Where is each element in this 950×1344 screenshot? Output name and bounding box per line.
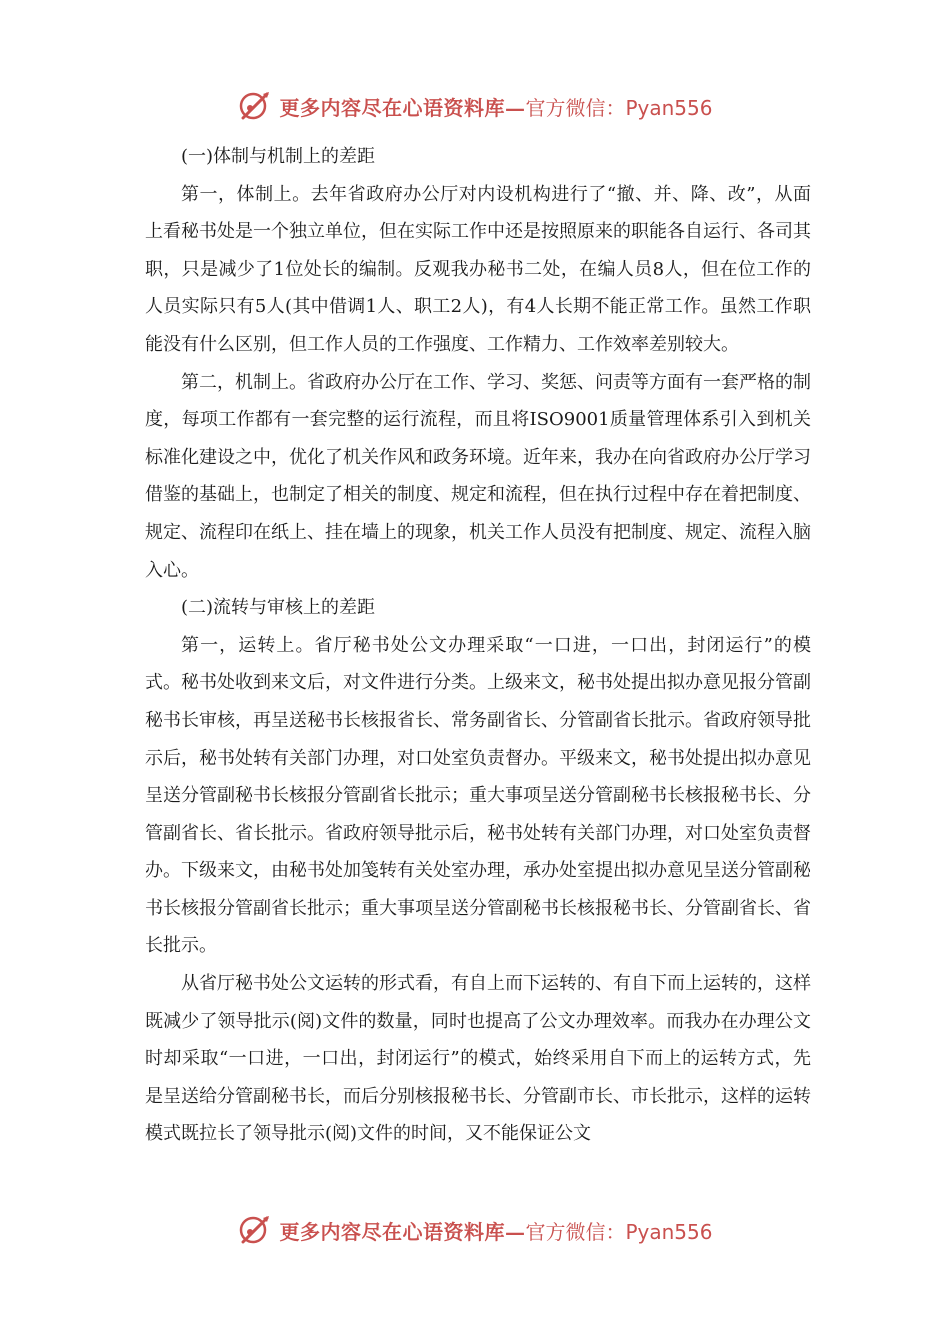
pen-logo-icon bbox=[237, 88, 273, 124]
paragraph: 第一，体制上。去年省政府办公厅对内设机构进行了“撤、并、降、改”，从面上看秘书处是一个独立单位，但在实际工作中还是按照原来的职能各自运行、各司其职，只是减少了1位处长的编制。反观我办秘书二处，在编人员8人，但在位工作的人员实际只有5人(其中借调1人、职工2人)，有4人长期不能正常工作。虽然工作职能没有什么区别，但工作人员的工作强度、工作精力、工作效率差别较大。 bbox=[145, 183, 811, 355]
section-heading-1: (一)体制与机制上的差距 bbox=[181, 146, 376, 167]
paragraph: 从省厅秘书处公文运转的形式看，有自上而下运转的、有自下而上运转的，这样既减少了领导批示(阅)文件的数量，同时也提高了公文办理效率。而我办在办理公文时却采取“一口进，一口出，封闭运行”的模式，始终采用自下而上的运转方式，先是呈送给分管副秘书长，而后分别核报秘书长、分管副市长、市长批示，这样的运转模式既拉长了领导批示(阅)文件的时间，又不能保证公文 bbox=[145, 973, 811, 1145]
paragraph: 第二，机制上。省政府办公厅在工作、学习、奖惩、问责等方面有一套严格的制度，每项工作都有一套完整的运行流程，而且将ISO9001质量管理体系引入到机关标准化建设之中，优化了机关作风和政务环境。近年来，我办在向省政府办公厅学习借鉴的基础上，也制定了相关的制度、规定和流程，但在执行过程中存在着把制度、规定、流程印在纸上、挂在墙上的现象，机关工作人员没有把制度、规定、流程入脑入心。 bbox=[145, 371, 811, 581]
banner-title: 更多内容尽在心语资料库— bbox=[279, 95, 526, 120]
paragraph: 第一，运转上。省厅秘书处公文办理采取“一口进，一口出，封闭运行”的模式。秘书处收到来文后，对文件进行分类。上级来文，秘书处提出拟办意见报分管副秘书长审核，再呈送秘书长核报省长、常务副省长、分管副省长批示。省政府领导批示后，秘书处转有关部门办理，对口处室负责督办。平级来文，秘书处提出拟办意见呈送分管副秘书长核报分管副省长批示；重大事项呈送分管副秘书长核报秘书长、分管副省长、省长批示。省政府领导批示后，秘书处转有关部门办理，对口处室负责督办。下级来文，由秘书处加笺转有关处室办理，承办处室提出拟办意见呈送分管副秘书长核报分管副省长批示；重大事项呈送分管副秘书长核报秘书长、分管副省长、省长批示。 bbox=[145, 634, 811, 957]
banner-wechat: 官方微信：Pyan556 bbox=[525, 1219, 713, 1244]
pen-logo-icon bbox=[237, 1212, 273, 1248]
section-heading-2: (二)流转与审核上的差距 bbox=[181, 597, 376, 619]
header-banner bbox=[0, 86, 950, 126]
document-body bbox=[145, 138, 811, 1153]
footer-banner bbox=[0, 1210, 950, 1250]
banner-title: 更多内容尽在心语资料库— bbox=[279, 1219, 526, 1244]
banner-wechat: 官方微信：Pyan556 bbox=[525, 95, 713, 120]
